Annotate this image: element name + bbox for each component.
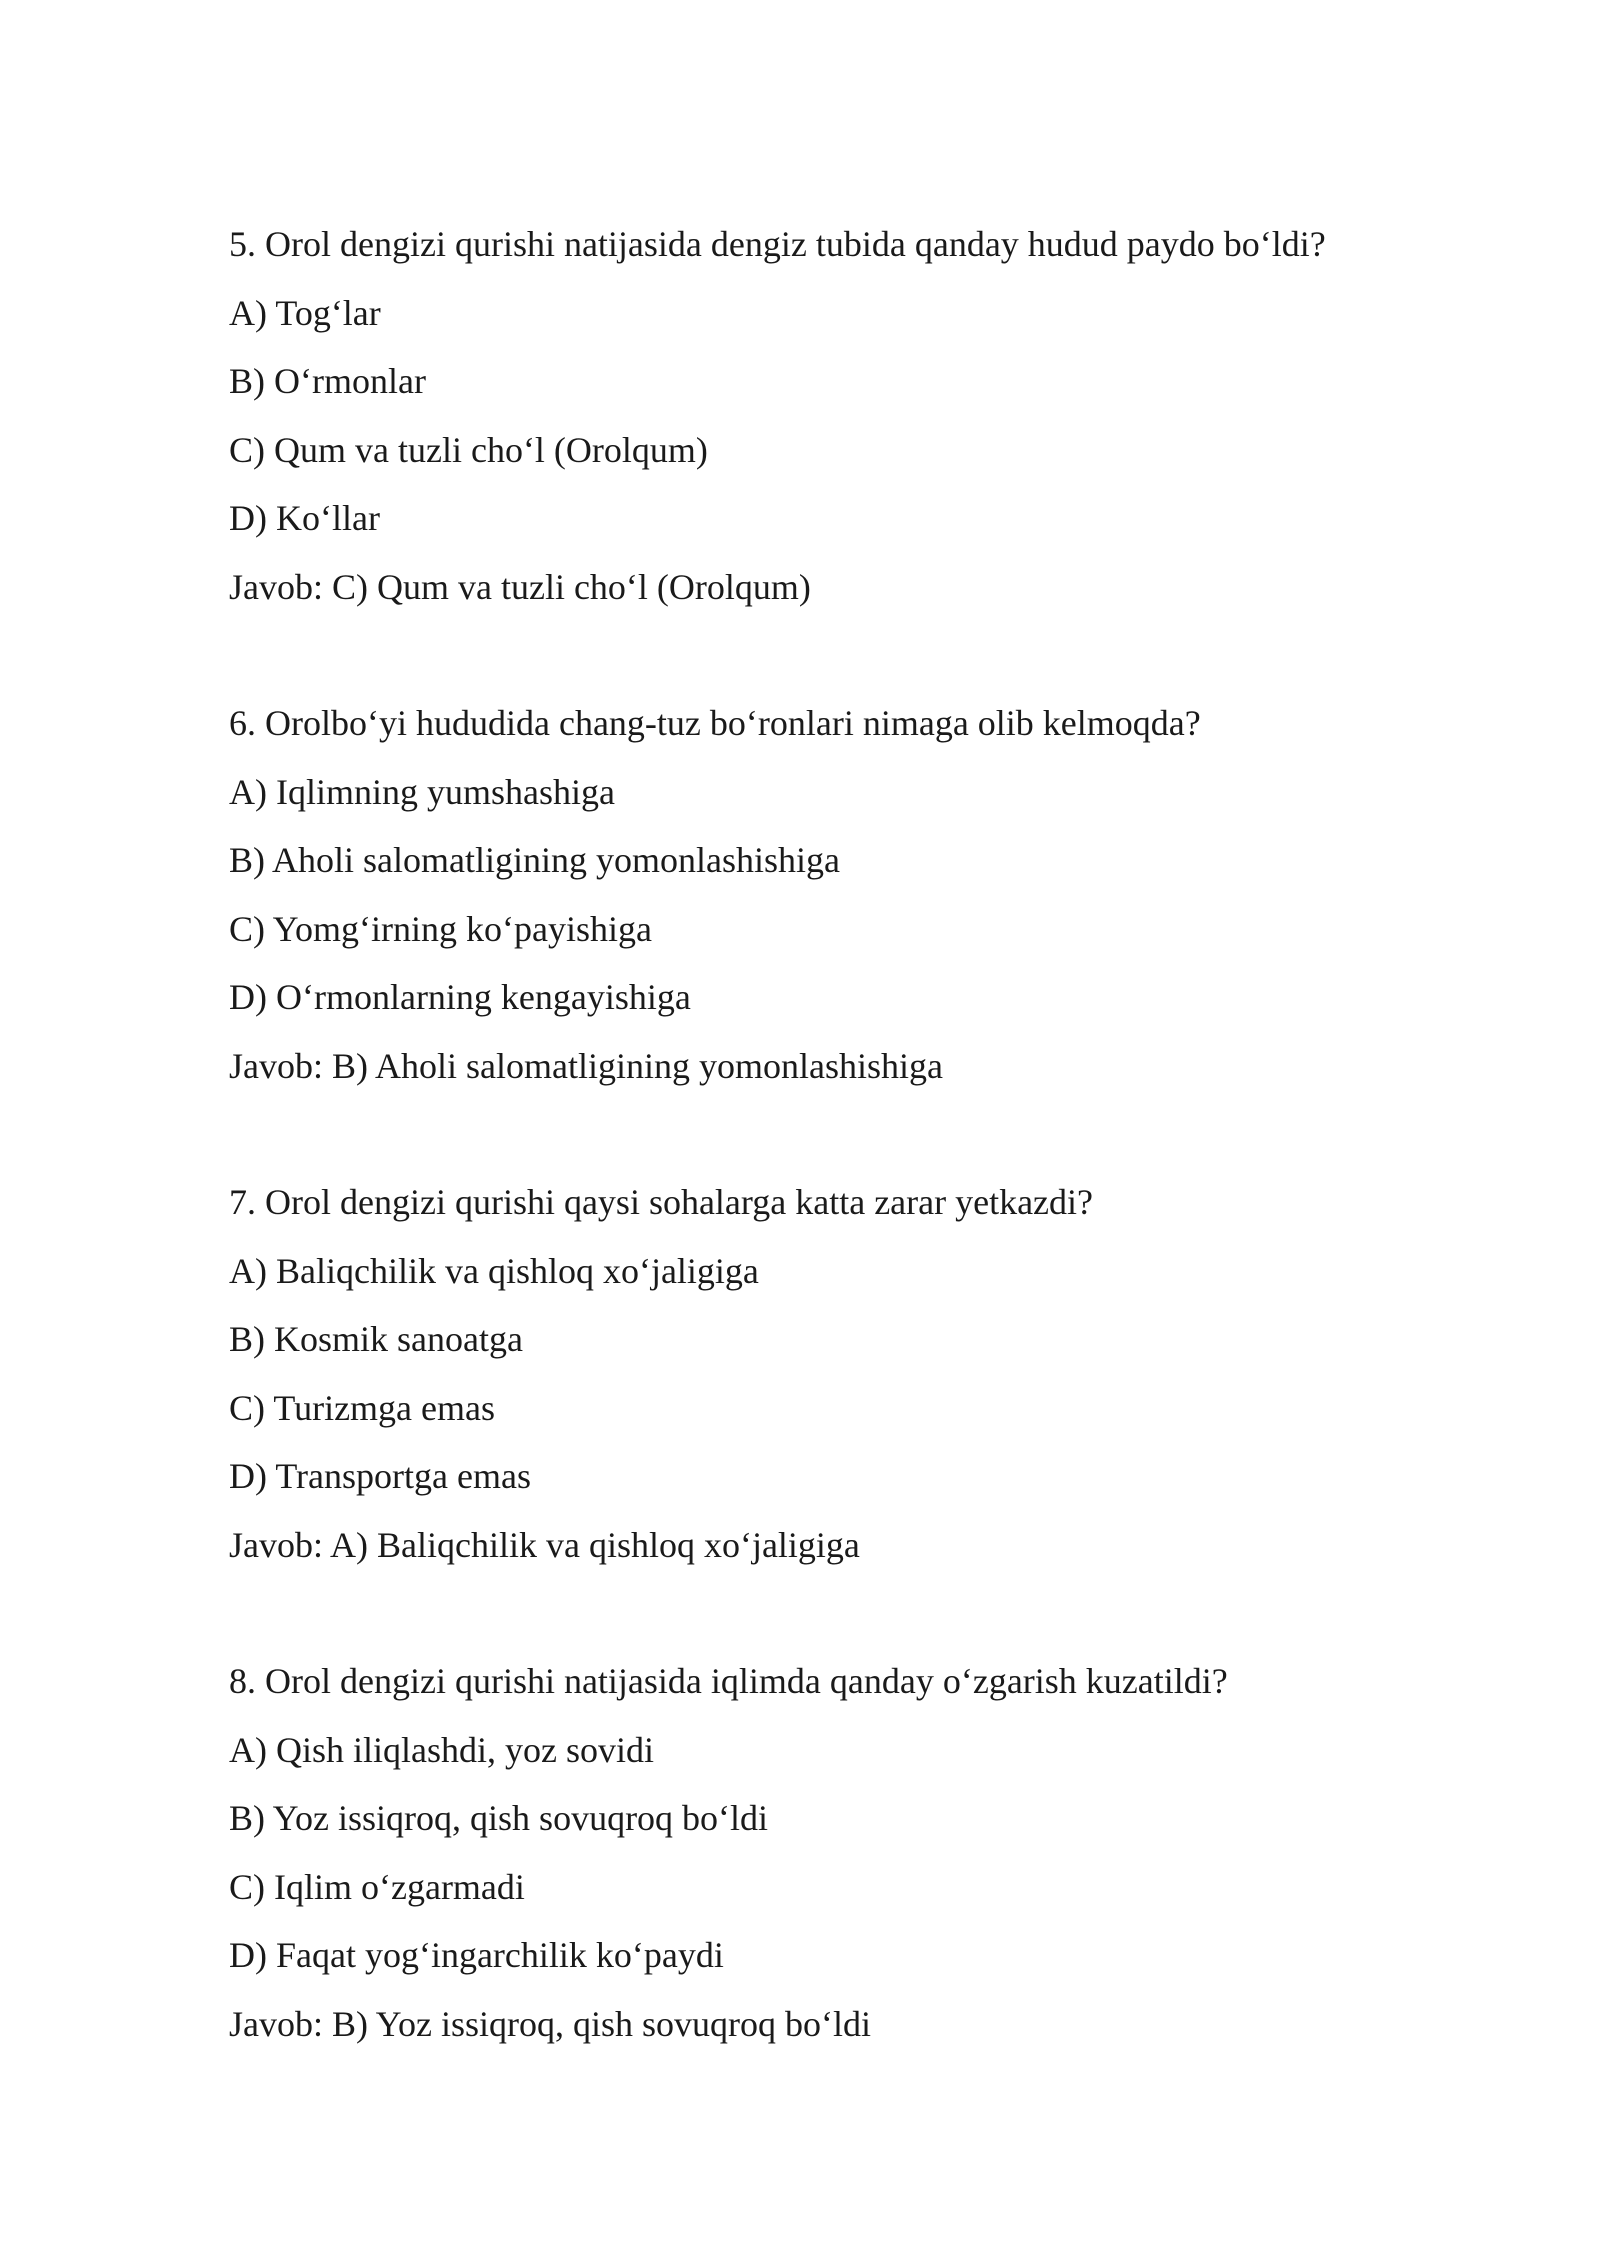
- option-c: C) Iqlim o‘zgarmadi: [229, 1866, 525, 1907]
- option-a: A) Tog‘lar: [229, 292, 381, 333]
- option-d: D) Transportga emas: [229, 1456, 531, 1496]
- question-text: 5. Orol dengizi qurishi natijasida dengiz tubida qanday hudud paydo bo‘ldi?: [229, 224, 1326, 264]
- option-b: B) Kosmik sanoatga: [229, 1319, 523, 1359]
- answer-text: Javob: B) Yoz issiqroq, qish sovuqroq bo‘ldi: [229, 2003, 872, 2044]
- option-c: C) Qum va tuzli cho‘l (Orolqum): [229, 429, 708, 470]
- answer-text: Javob: B) Aholi salomatligining yomonlashishiga: [229, 1045, 943, 1086]
- question-block-8: [229, 1647, 1429, 2058]
- question-block-7: [229, 1168, 1429, 1579]
- option-b: B) O‘rmonlar: [229, 361, 426, 401]
- option-c: C) Yomg‘irning ko‘payishiga: [229, 908, 652, 949]
- option-c: C) Turizmga emas: [229, 1387, 495, 1428]
- option-d: D) Faqat yog‘ingarchilik ko‘paydi: [229, 1935, 724, 1975]
- option-a: A) Iqlimning yumshashiga: [229, 771, 615, 812]
- option-a: A) Qish iliqlashdi, yoz sovidi: [229, 1729, 654, 1770]
- question-text: 6. Orolbo‘yi hududida chang-tuz bo‘ronlari nimaga olib kelmoqda?: [229, 703, 1201, 743]
- answer-text: Javob: C) Qum va tuzli cho‘l (Orolqum): [229, 566, 811, 607]
- question-block-5: [229, 210, 1429, 621]
- option-b: B) Aholi salomatligining yomonlashishiga: [229, 840, 840, 880]
- option-b: B) Yoz issiqroq, qish sovuqroq bo‘ldi: [229, 1798, 769, 1838]
- option-d: D) Ko‘llar: [229, 498, 380, 538]
- question-text: 7. Orol dengizi qurishi qaysi sohalarga katta zarar yetkazdi?: [229, 1182, 1094, 1222]
- quiz-content: [229, 210, 1429, 2126]
- question-block-6: [229, 689, 1429, 1100]
- answer-text: Javob: A) Baliqchilik va qishloq xo‘jaligiga: [229, 1524, 860, 1565]
- option-d: D) O‘rmonlarning kengayishiga: [229, 977, 691, 1017]
- question-text: 8. Orol dengizi qurishi natijasida iqlimda qanday o‘zgarish kuzatildi?: [229, 1661, 1228, 1701]
- option-a: A) Baliqchilik va qishloq xo‘jaligiga: [229, 1250, 759, 1291]
